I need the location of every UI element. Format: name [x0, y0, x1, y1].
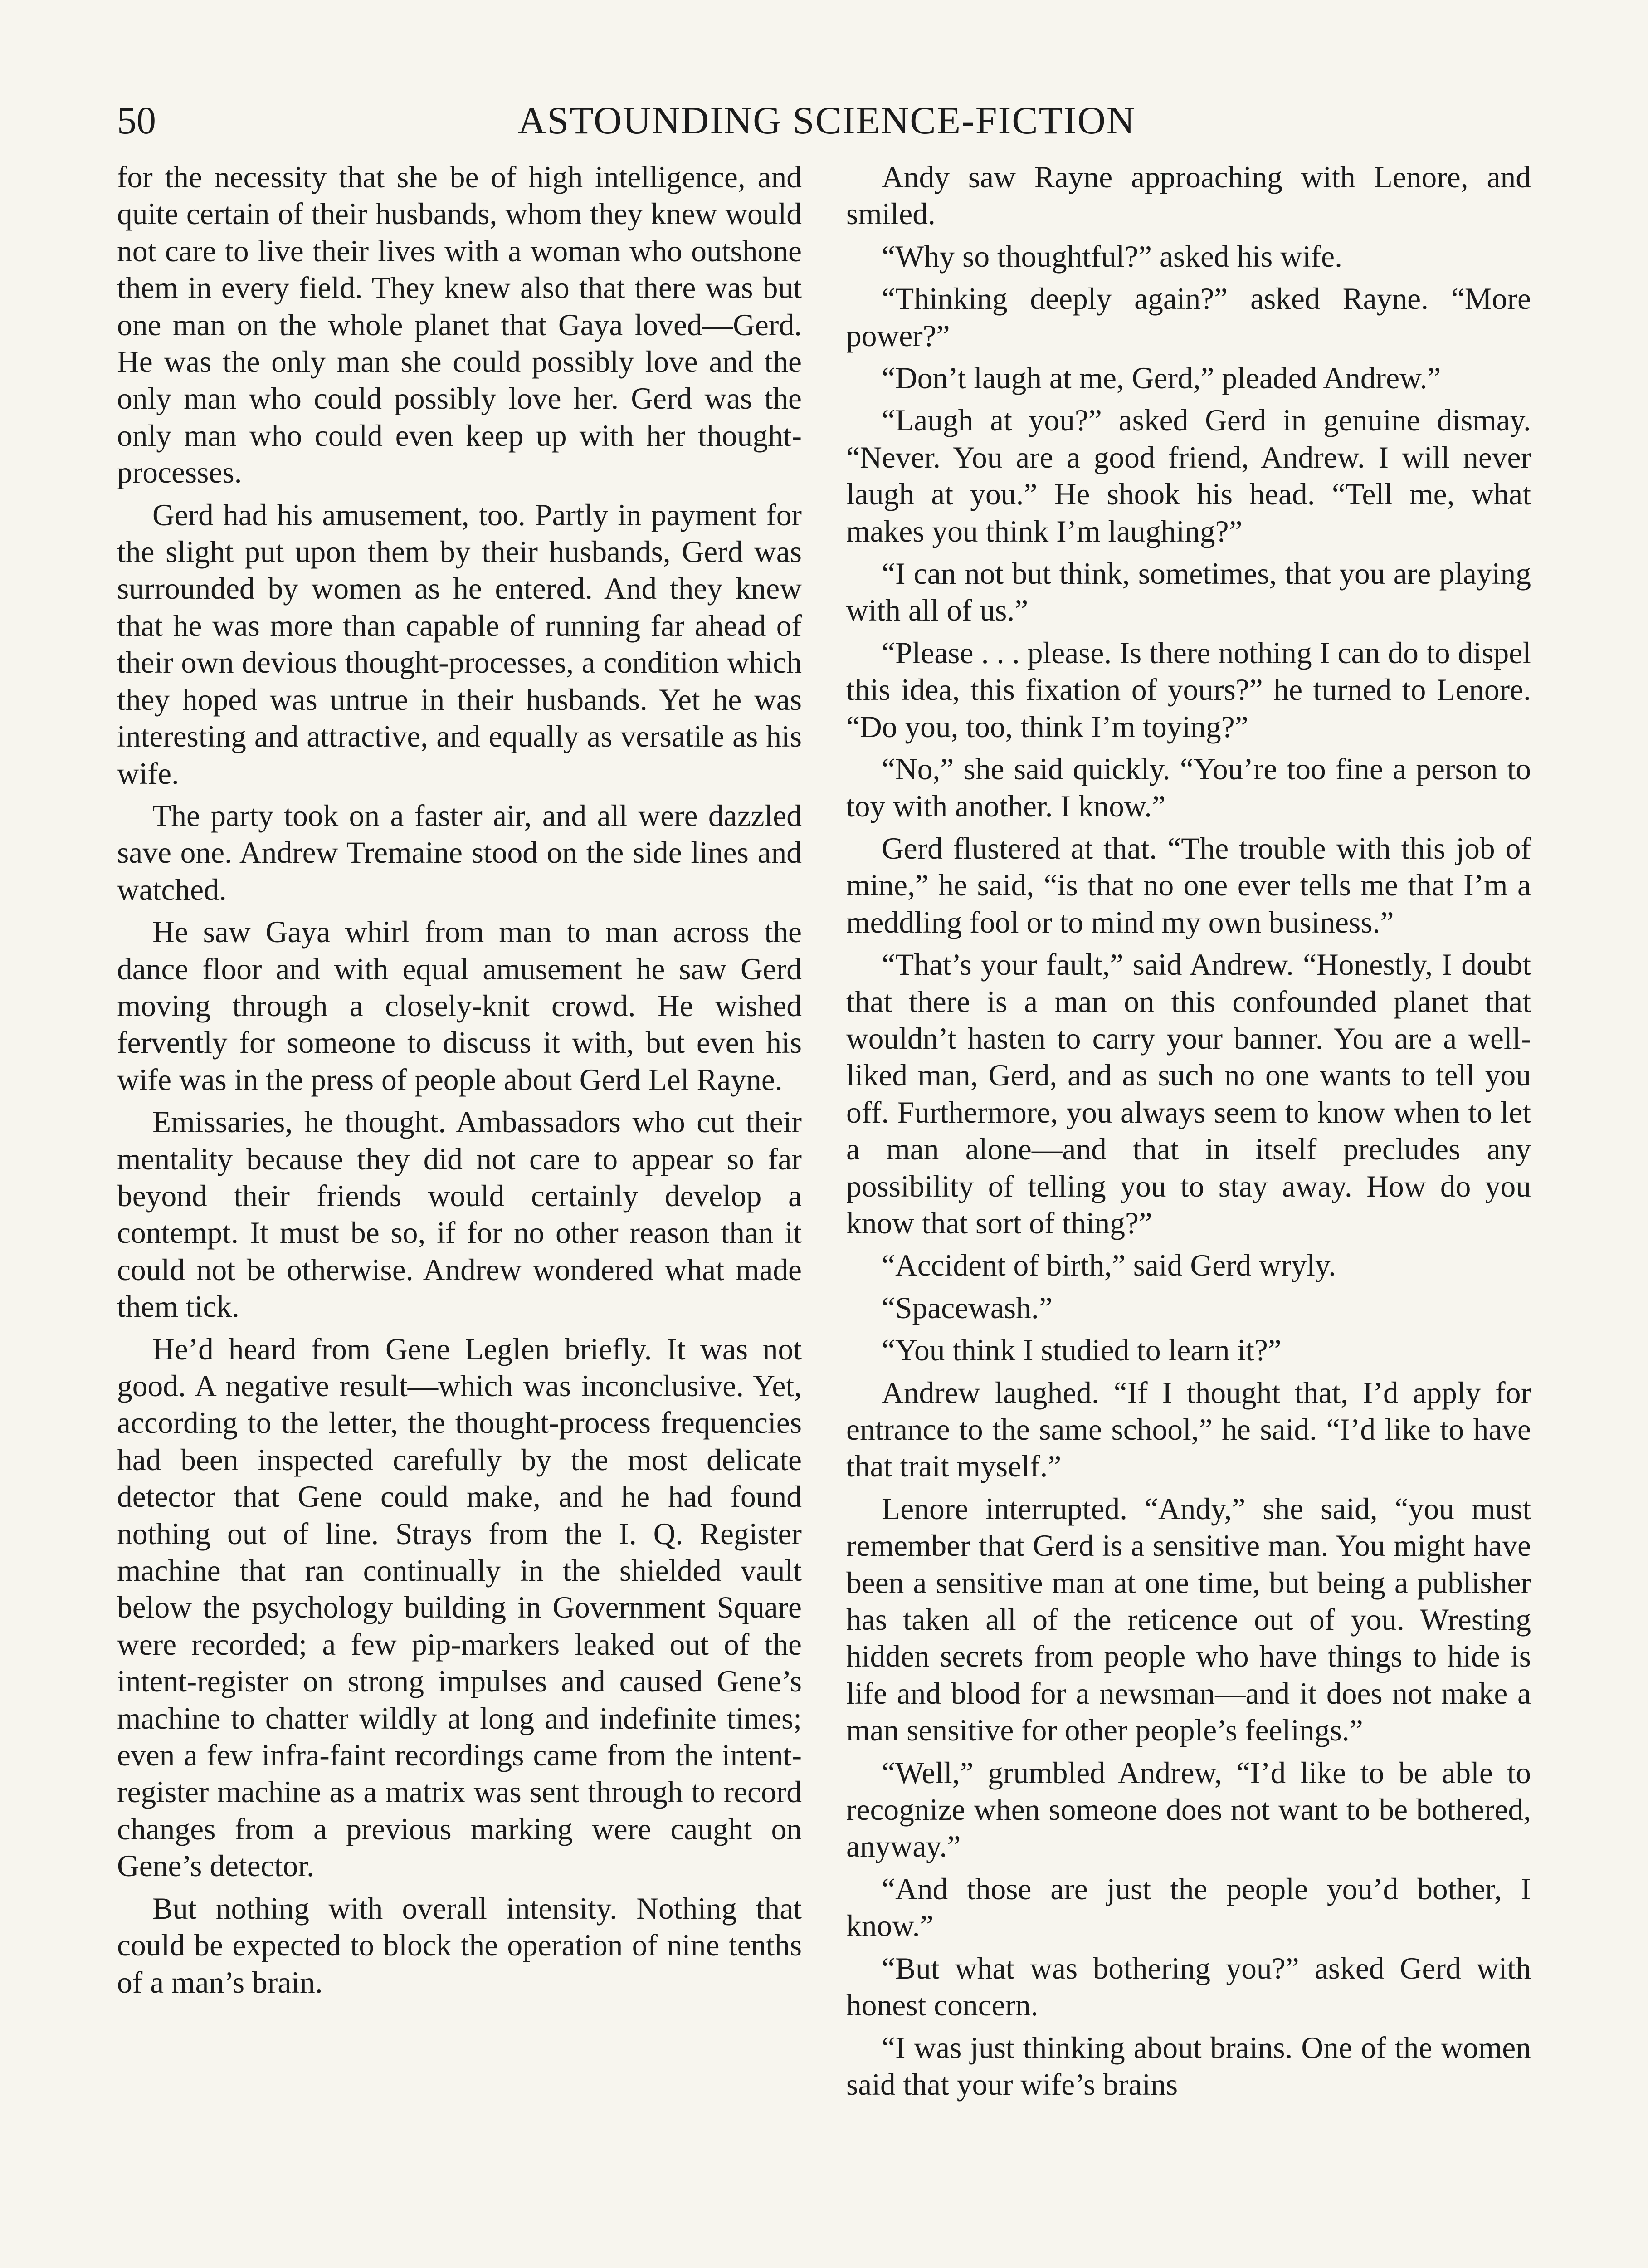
paragraph: Andrew laughed. “If I thought that, I’d apply for entrance to the same school,” he said. “I’d like to have that trait myself.”: [846, 1375, 1531, 1484]
paragraph: “That’s your fault,” said Andrew. “Honestly, I doubt that there is a man on this confounded planet that wouldn’t hasten to carry your banner. You are a well-liked man, Gerd, and as such no one wants to tell you off. Furthermore, you always seem to know when to let a man alone—and that in itself precludes any possibility of telling you to stay away. How do you know that sort of thing?”: [846, 948, 1531, 1240]
paragraph: Emissaries, he thought. Ambassadors who cut their mentality because they did not care to appear so far beyond their friends would certainly develop a contempt. It must be so, if for no other reason than it could not be otherwise. Andrew wondered what made them tick.: [117, 1105, 802, 1324]
paragraph: for the necessity that she be of high intelligence, and quite certain of their husbands, whom they knew would not care to live their lives with a woman who outshone them in every field. They knew also that there was but one man on the whole planet that Gaya loved—Gerd. He was the only man she could possibly love and the only man who could possibly love her. Gerd was the only man who could even keep up with her thought-processes.: [117, 160, 802, 490]
paragraph: Gerd flustered at that. “The trouble with this job of mine,” he said, “is that no one ever tells me that I’m a meddling fool or to mind my own business.”: [846, 831, 1531, 939]
paragraph: “But what was bothering you?” asked Gerd with honest concern.: [846, 1951, 1531, 2023]
paragraph: “Well,” grumbled Andrew, “I’d like to be able to recognize when someone does not want to be bothered, anyway.”: [846, 1755, 1531, 1864]
paragraph: “I was just thinking about brains. One of the women said that your wife’s brains: [846, 2030, 1531, 2102]
paragraph: “Spacewash.”: [882, 1290, 1053, 1325]
paragraph: “Thinking deeply again?” asked Rayne. “More power?”: [846, 282, 1531, 353]
paragraph: Andy saw Rayne approaching with Lenore, and smiled.: [846, 160, 1531, 231]
left-column: [117, 159, 802, 2006]
paragraph: “And those are just the people you’d bother, I know.”: [846, 1872, 1531, 1943]
paragraph: “Please . . . please. Is there nothing I can do to dispel this idea, this fixation of yours?” he turned to Lenore. “Do you, too, think I’m toying?”: [846, 635, 1531, 744]
paragraph: “You think I studied to learn it?”: [882, 1333, 1282, 1368]
paragraph: “Don’t laugh at me, Gerd,” pleaded Andrew.”: [882, 361, 1441, 396]
paragraph: He saw Gaya whirl from man to man across the dance floor and with equal amusement he saw Gerd moving through a closely-knit crowd. He wished fervently for someone to discuss it with, but even his wife was in the press of people about Gerd Lel Rayne.: [117, 915, 802, 1097]
right-column: [846, 159, 1531, 2108]
paragraph: But nothing with overall intensity. Nothing that could be expected to block the operation of nine tenths of a man’s brain.: [117, 1891, 802, 1999]
paragraph: Lenore interrupted. “Andy,” she said, “you must remember that Gerd is a sensitive man. You might have been a sensitive man at one time, but being a publisher has taken all of the reticence out of you. Wresting hidden secrets from people who have things to hide is life and blood for a newsman—and it does not make a man sensitive for other people’s feelings.”: [846, 1491, 1531, 1748]
paragraph: The party took on a faster air, and all were dazzled save one. Andrew Tremaine stood on the side lines and watched.: [117, 798, 802, 907]
paragraph: “Why so thoughtful?” asked his wife.: [882, 239, 1342, 274]
paragraph: He’d heard from Gene Leglen briefly. It was not good. A negative result—which was inconclusive. Yet, according to the letter, the thought-process frequencies had been inspected carefully by the most delicate detector that Gene could make, and he had found nothing out of line. Strays from the I. Q. Register machine that ran continually in the shielded vault below the psychology building in Government Square were recorded; a few pip-markers leaked out of the intent-register on strong impulses and caused Gene’s machine to chatter wildly at long and indefinite times; even a few infra-faint recordings came from the intent-register machine as a matrix was sent through to record changes from a previous marking were caught on Gene’s detector.: [117, 1332, 802, 1883]
page-number: 50: [117, 98, 156, 142]
paragraph: “I can not but think, sometimes, that you are playing with all of us.”: [846, 557, 1531, 628]
page-header: [117, 93, 1536, 147]
paragraph: Gerd had his amusement, too. Partly in payment for the slight put upon them by their husbands, Gerd was surrounded by women as he entered. And they knew that he was more than capable of running far ahead of their own devious thought-processes, a condition which they hoped was untrue in their husbands. Yet he was interesting and attractive, and equally as versatile as his wife.: [117, 498, 802, 791]
paragraph: “Accident of birth,” said Gerd wryly.: [882, 1248, 1336, 1283]
paragraph: “Laugh at you?” asked Gerd in genuine dismay. “Never. You are a good friend, Andrew. I will never laugh at you.” He shook his head. “Tell me, what makes you think I’m laughing?”: [846, 403, 1531, 548]
paragraph: “No,” she said quickly. “You’re too fine a person to toy with another. I know.”: [846, 752, 1531, 823]
running-head: ASTOUNDING SCIENCE-FICTION: [518, 98, 1136, 142]
